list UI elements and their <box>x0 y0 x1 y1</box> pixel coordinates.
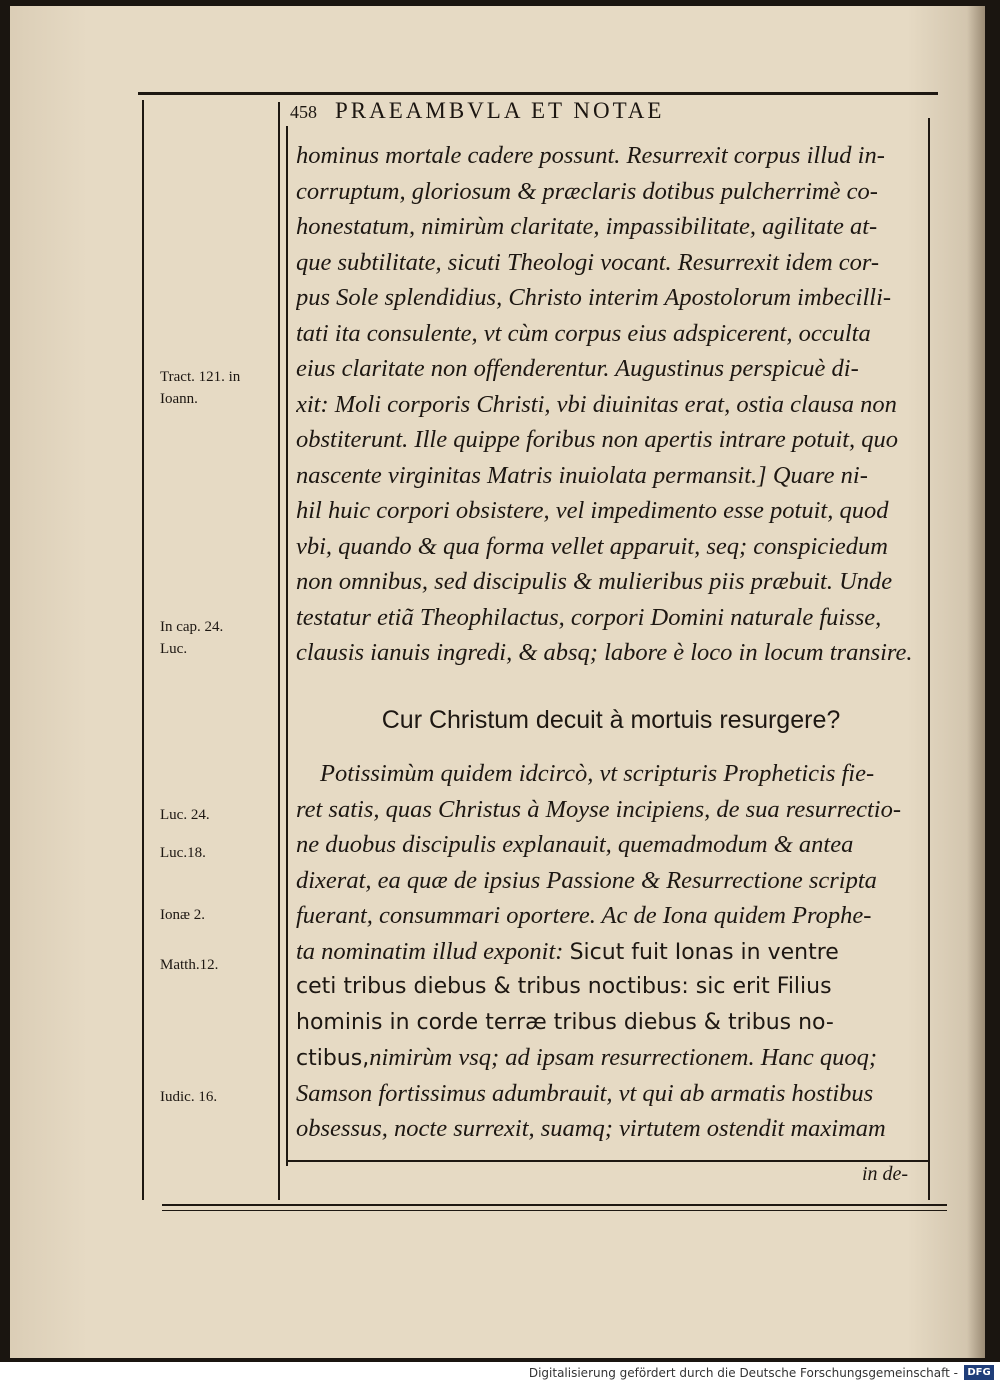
marginal-note <box>160 1086 270 1108</box>
text-line: hil huic corpori obsistere, vel impedimento esse potuit, quod <box>296 497 889 524</box>
page-number: 458 <box>290 102 317 122</box>
marginal-note-line: Luc. 24. <box>160 807 210 823</box>
marginal-note <box>160 904 270 926</box>
marginal-note-line: Iudic. 16. <box>160 1089 218 1105</box>
footer-rule-thin <box>162 1210 947 1211</box>
marginal-note-line: Ioann. <box>160 391 198 407</box>
text-line: tati ita consulente, vt cùm corpus eius adspicerent, occulta <box>296 319 871 347</box>
body-text <box>296 138 926 671</box>
text-line: nascente virginitas Matris inuiolata permansit.] Quare ni- <box>296 461 868 489</box>
marginal-note <box>160 842 270 864</box>
running-head <box>290 98 920 128</box>
left-frame-rule <box>142 100 144 1200</box>
dfg-logo: DFG <box>964 1365 994 1380</box>
text-line: non omnibus, sed discipulis & mulieribus piis præbuit. Unde <box>296 568 893 595</box>
marginal-note-line: In cap. 24. <box>160 619 224 635</box>
marginal-note <box>160 954 270 976</box>
marginal-note <box>160 616 270 660</box>
text-line: obstiterunt. Ille quippe foribus non apertis intrare potuit, quo <box>296 426 899 453</box>
scripture-quote: ceti tribus diebus & tribus noctibus: sic erit Filius <box>296 974 832 999</box>
text-bottom-rule <box>288 1160 928 1162</box>
marginal-note-line: Ionæ 2. <box>160 907 205 923</box>
text-line: dixerat, ea quæ de ipsius Passione & Resurrectione scripta <box>296 866 877 894</box>
scripture-quote: hominis in corde terræ tribus diebus & tribus no- <box>296 1009 834 1035</box>
text-line <box>296 934 926 970</box>
catchword: in de- <box>862 1163 909 1185</box>
text-segment: nimirùm vsq; ad ipsam resurrectionem. Hanc quoq; <box>369 1044 878 1071</box>
text-line: eius claritate non offenderentur. Augustinus perspicuè di- <box>296 355 859 382</box>
section-heading: Cur Christum decuit à mortuis resurgere? <box>381 706 841 734</box>
footer-rule <box>162 1204 947 1206</box>
text-line: Samson fortissimus adumbrauit, vt qui ab armatis hostibus <box>296 1079 874 1107</box>
marginal-note-line: Tract. 121. in <box>160 369 241 385</box>
page-gutter-shadow <box>967 6 985 1358</box>
text-line: ret satis, quas Christus à Moyse incipiens, de sua resurrectio- <box>296 795 901 823</box>
text-line: xit: Moli corporis Christi, vbi diuinitas erat, ostia clausa non <box>296 390 897 418</box>
text-segment: ta nominatim illud exponit: <box>296 937 564 965</box>
text-left-rule <box>286 126 288 1166</box>
header-rule <box>138 92 938 95</box>
body-text <box>296 756 926 1147</box>
text-line: vbi, quando & qua forma vellet apparuit, seq; conspiciedum <box>296 532 888 560</box>
running-title: PRAEAMBVLA ET NOTAE <box>335 98 665 123</box>
text-line: ne duobus discipulis explanauit, quemadmodum & antea <box>296 831 854 858</box>
marginal-note-line: Luc.18. <box>160 845 206 861</box>
marginal-note-line: Luc. <box>160 641 188 657</box>
scripture-quote: ctibus, <box>296 1046 370 1071</box>
credit-text: Digitalisierung gefördert durch die Deutsche Forschungsgemeinschaft - <box>528 1366 958 1380</box>
scripture-quote: Sicut fuit Ionas in ventre <box>569 939 839 965</box>
marginal-note <box>160 804 270 826</box>
text-line: obsessus, nocte surrexit, suamq; virtutem ostendit maximam <box>296 1115 886 1142</box>
text-line: Potissimùm quidem idcircò, vt scripturis Propheticis fie- <box>320 760 875 787</box>
text-line: fuerant, consummari oportere. Ac de Iona quidem Prophe- <box>296 902 872 929</box>
text-line <box>296 1040 926 1076</box>
text-line: honestatum, nimirùm claritate, impassibilitate, agilitate at- <box>296 213 878 240</box>
margin-divider-rule <box>278 102 280 1200</box>
digitization-credit-bar <box>0 1362 1000 1385</box>
right-frame-rule <box>928 118 930 1200</box>
text-line: clausis ianuis ingredi, & absq; labore è loco in locum transire. <box>296 639 913 666</box>
marginal-note <box>160 366 270 410</box>
text-line: pus Sole splendidius, Christo interim Apostolorum imbecilli- <box>296 284 892 311</box>
text-line: testatur etiã Theophilactus, corpori Domini naturale fuisse, <box>296 603 882 631</box>
marginal-note-line: Matth.12. <box>160 957 219 973</box>
text-line: hominus mortale cadere possunt. Resurrexit corpus illud in- <box>296 142 885 169</box>
text-line: corruptum, gloriosum & præclaris dotibus pulcherrimè co- <box>296 177 878 205</box>
text-line: que subtilitate, sicuti Theologi vocant. Resurrexit idem cor- <box>296 248 880 276</box>
